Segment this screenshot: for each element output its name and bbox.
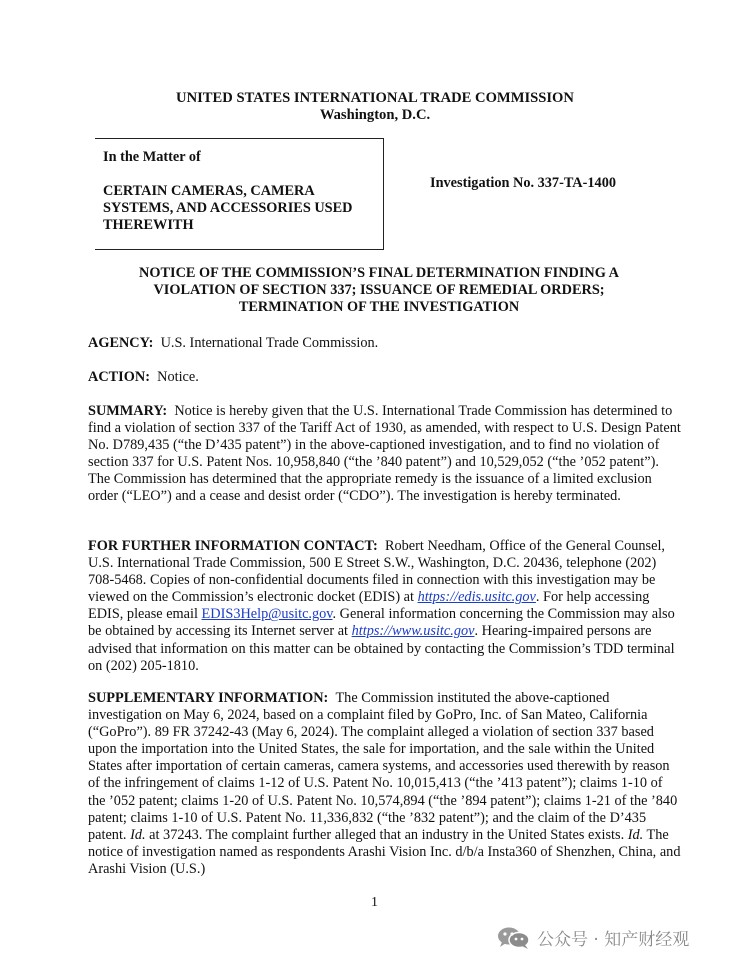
summary-section [88,403,682,506]
matter-title-line-3: THEREWITH [103,217,194,233]
agency-section [88,335,682,352]
action-text: Notice. [157,369,199,385]
summary-label: SUMMARY: [88,403,168,419]
supplementary-text: The notice of investigation named as respondents Arashi Vision Inc. d/b/a Insta360 of Shenzhen, China, and Arashi Vision (U.S.) [88,826,681,877]
matter-title-line-1: CERTAIN CAMERAS, CAMERA [103,183,315,199]
notice-title-line-2: VIOLATION OF SECTION 337; ISSUANCE OF REMEDIAL ORDERS; [153,282,605,298]
case-caption-box [95,138,384,250]
edis-link[interactable]: https://edis.usitc.gov [417,589,536,606]
contact-text: . General information concerning the Commission may also be obtained by accessing its Internet server at [88,606,675,640]
id-citation: Id. [130,826,146,843]
agency-text: U.S. International Trade Commission. [160,335,379,351]
notice-title-line-3: TERMINATION OF THE INVESTIGATION [238,299,520,315]
commission-location: Washington, D.C. [319,107,431,123]
contact-text: . For help accessing EDIS, please email [88,589,650,623]
summary-text: Notice is hereby given that the U.S. International Trade Commission has determined to find a violation of section 337 of the Tariff Act of 1930, as amended, with respect to U.S. Design Patent No. D789,435 (“the D’435 patent”) in the above-captioned investigation, and to find no violation of section 337 for U.S. Patent Nos. 10,958,840 (“the ’840 patent”) and 10,529,052 (“the ’052 patent”). The Commission has determined that the appropriate remedy is the issuance of a limited exclusion order (“LEO”) and a cease and desist order (“CDO”). The investigation is hereby terminated. [88,403,681,505]
wechat-watermark [497,925,689,950]
action-label: ACTION: [88,369,150,385]
contact-text: Robert Needham, Office of the General Counsel, U.S. International Trade Commission, 500 E Street S.W., Washington, D.C. 20436, telephone (202) 708-5468. Copies of non-confidential documents filed in connection with this investigation may be viewed on the Commission’s electronic docket (EDIS) at [88,538,665,606]
action-section [88,369,682,386]
notice-title [90,265,668,316]
usitc-website-link[interactable]: https://www.usitc.gov [351,623,475,640]
supplementary-section [88,690,682,878]
notice-title-line-1: NOTICE OF THE COMMISSION’S FINAL DETERMINATION FINDING A [139,265,619,281]
id-citation: Id. [627,826,644,843]
wechat-icon [497,927,531,949]
commission-name: UNITED STATES INTERNATIONAL TRADE COMMISSION [176,90,574,106]
matter-title-line-2: SYSTEMS, AND ACCESSORIES USED [103,200,353,216]
supplementary-text: The Commission instituted the above-captioned investigation on May 6, 2024, based on a complaint filed by GoPro, Inc. of San Mateo, California (“GoPro”). 89 FR 37242-43 (May 6, 2024). The complaint alleged a violation of section 337 based upon the importation into the United States, the sale for importation, and the sale within the United States after importation of certain cameras, camera systems, and accessories used therewith by reason of the infringement of claims 1-12 of U.S. Patent No. 10,015,413 (“the ’413 patent”); claims 1-10 of the ’052 patent; claims 1-20 of U.S. Patent No. 10,574,894 (“the ’894 patent”); claims 1-21 of the ’840 patent; claims 1-10 of U.S. Patent No. 11,336,832 (“the ’832 patent”); and the claim of the D’435 patent. [88,690,678,843]
investigation-number: Investigation No. 337-TA-1400 [430,175,616,191]
page-number: 1 [371,895,378,910]
contact-label: FOR FURTHER INFORMATION CONTACT: [88,538,378,554]
watermark-text: 公众号 · 知产财经观 [537,930,690,950]
agency-label: AGENCY: [88,335,154,351]
supplementary-text: at 37243. The complaint further alleged that an industry in the United States exists. [145,826,628,843]
in-the-matter-of: In the Matter of [103,149,201,165]
contact-section [88,538,682,675]
contact-text: . Hearing-impaired persons are advised that information on this matter can be obtained by contacting the Commission’s TDD terminal on (202) 205-1810. [88,623,675,674]
supplementary-label: SUPPLEMENTARY INFORMATION: [88,690,329,706]
edis-help-email-link[interactable]: EDIS3Help@usitc.gov [201,606,333,623]
